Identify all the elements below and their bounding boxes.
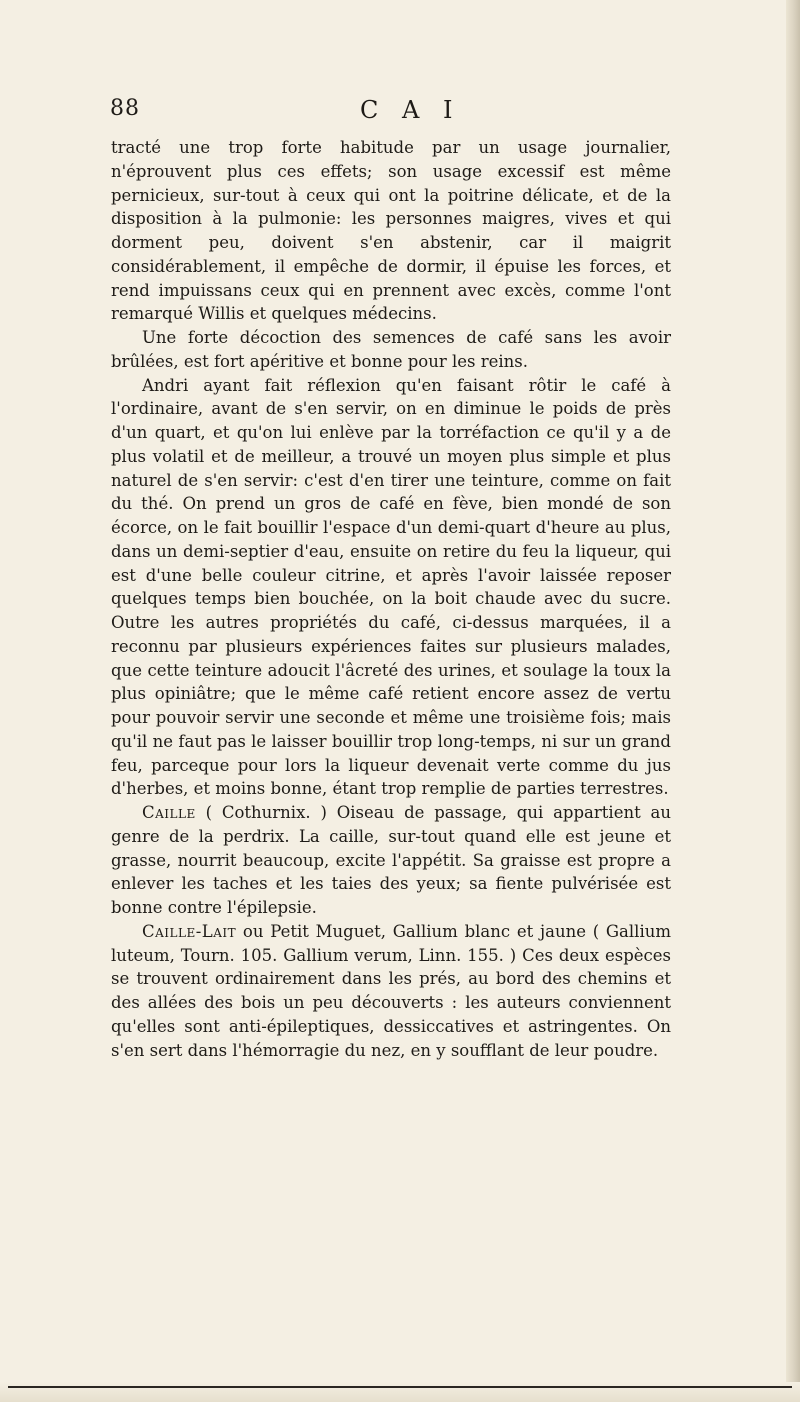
page-edge-shadow: [786, 0, 800, 1402]
scan-bottom-rule: [8, 1386, 792, 1388]
page-header: [110, 96, 670, 128]
paragraph-coffee-effects: tracté une trop forte habitude par un usage journalier, n'éprouvent plus ces effets; son usage excessif est même pernicieux, sur-tout à ceux qui ont la poitrine délicate, et de la disposition à la pulmonie: les personnes maigres, vives et qui dorment peu, doivent s'en abstenir, car il maigrit considérablement, il empêche de dormir, il épuise les forces, et rend impuissans ceux qui en prennent avec excès, comme l'ont remarqué Willis et quelques médecins.: [111, 138, 671, 324]
body-text: [111, 136, 671, 1062]
entry-caille: [111, 801, 671, 920]
paragraph-coffee-decoction: Une forte décoction des semences de café sans les avoir brûlées, est fort apéritive et bonne pour les reins.: [111, 328, 671, 371]
entry-text-caille-lait: ou Petit Muguet, Gallium blanc et jaune ( Gallium luteum, Tourn. 105. Gallium verum, Linn. 155. ) Ces deux espèces se trouvent ordinairement dans les prés, au bord des chemins et des allées des bois un peu découverts : les auteurs conviennent qu'elles sont anti-épileptiques, dessiccatives et astringentes. On s'en sert dans l'hémorragie du nez, en y soufflant de leur poudre.: [111, 921, 671, 1060]
page-bottom-shadow: [0, 1382, 800, 1402]
entry-term-caille: Caille: [142, 803, 196, 822]
entry-caille-lait: [111, 920, 671, 1063]
page-number: 88: [110, 96, 140, 121]
paragraph-andri-tincture: Andri ayant fait réflexion qu'en faisant rôtir le café à l'ordinaire, avant de s'en servir, on en diminue le poids de près d'un quart, et qu'on lui enlève par la torréfaction ce qu'il y a de plus volatil et de meilleur, a trouvé un moyen plus simple et plus naturel de s'en servir: c'est d'en tirer une teinture, comme on fait du thé. On prend un gros de café en fève, bien mondé de son écorce, on le fait bouillir l'espace d'un demi-quart d'heure au plus, dans un demi-septier d'eau, ensuite on retire du feu la liqueur, qui est d'une belle couleur citrine, et après l'avoir laissée reposer quelques temps bien bouchée, on la boit chaude avec du sucre. Outre les autres propriétés du café, ci-dessus marquées, il a reconnu par plusieurs expériences faites sur plusieurs malades, que cette teinture adoucit l'âcreté des urines, et soulage la toux la plus opiniâtre; que le même café retient encore assez de vertu pour pouvoir servir une seconde et même une troisième fois; mais qu'il ne faut pas le laisser bouillir trop long-temps, ni sur un grand feu, parceque pour lors la liqueur devenait verte comme du jus d'herbes, et moins bonne, étant trop remplie de parties terrestres.: [111, 375, 671, 799]
running-head: C A I: [360, 96, 461, 124]
entry-text-caille: ( Cothurnix. ) Oiseau de passage, qui appartient au genre de la perdrix. La caille, sur-tout quand elle est jeune et grasse, nourrit beaucoup, excite l'appétit. Sa graisse est propre a enlever les taches et les taies des yeux; sa fiente pulvérisée est bonne contre l'épilepsie.: [111, 803, 672, 917]
entry-term-caille-lait: Caille-Lait: [142, 921, 237, 941]
